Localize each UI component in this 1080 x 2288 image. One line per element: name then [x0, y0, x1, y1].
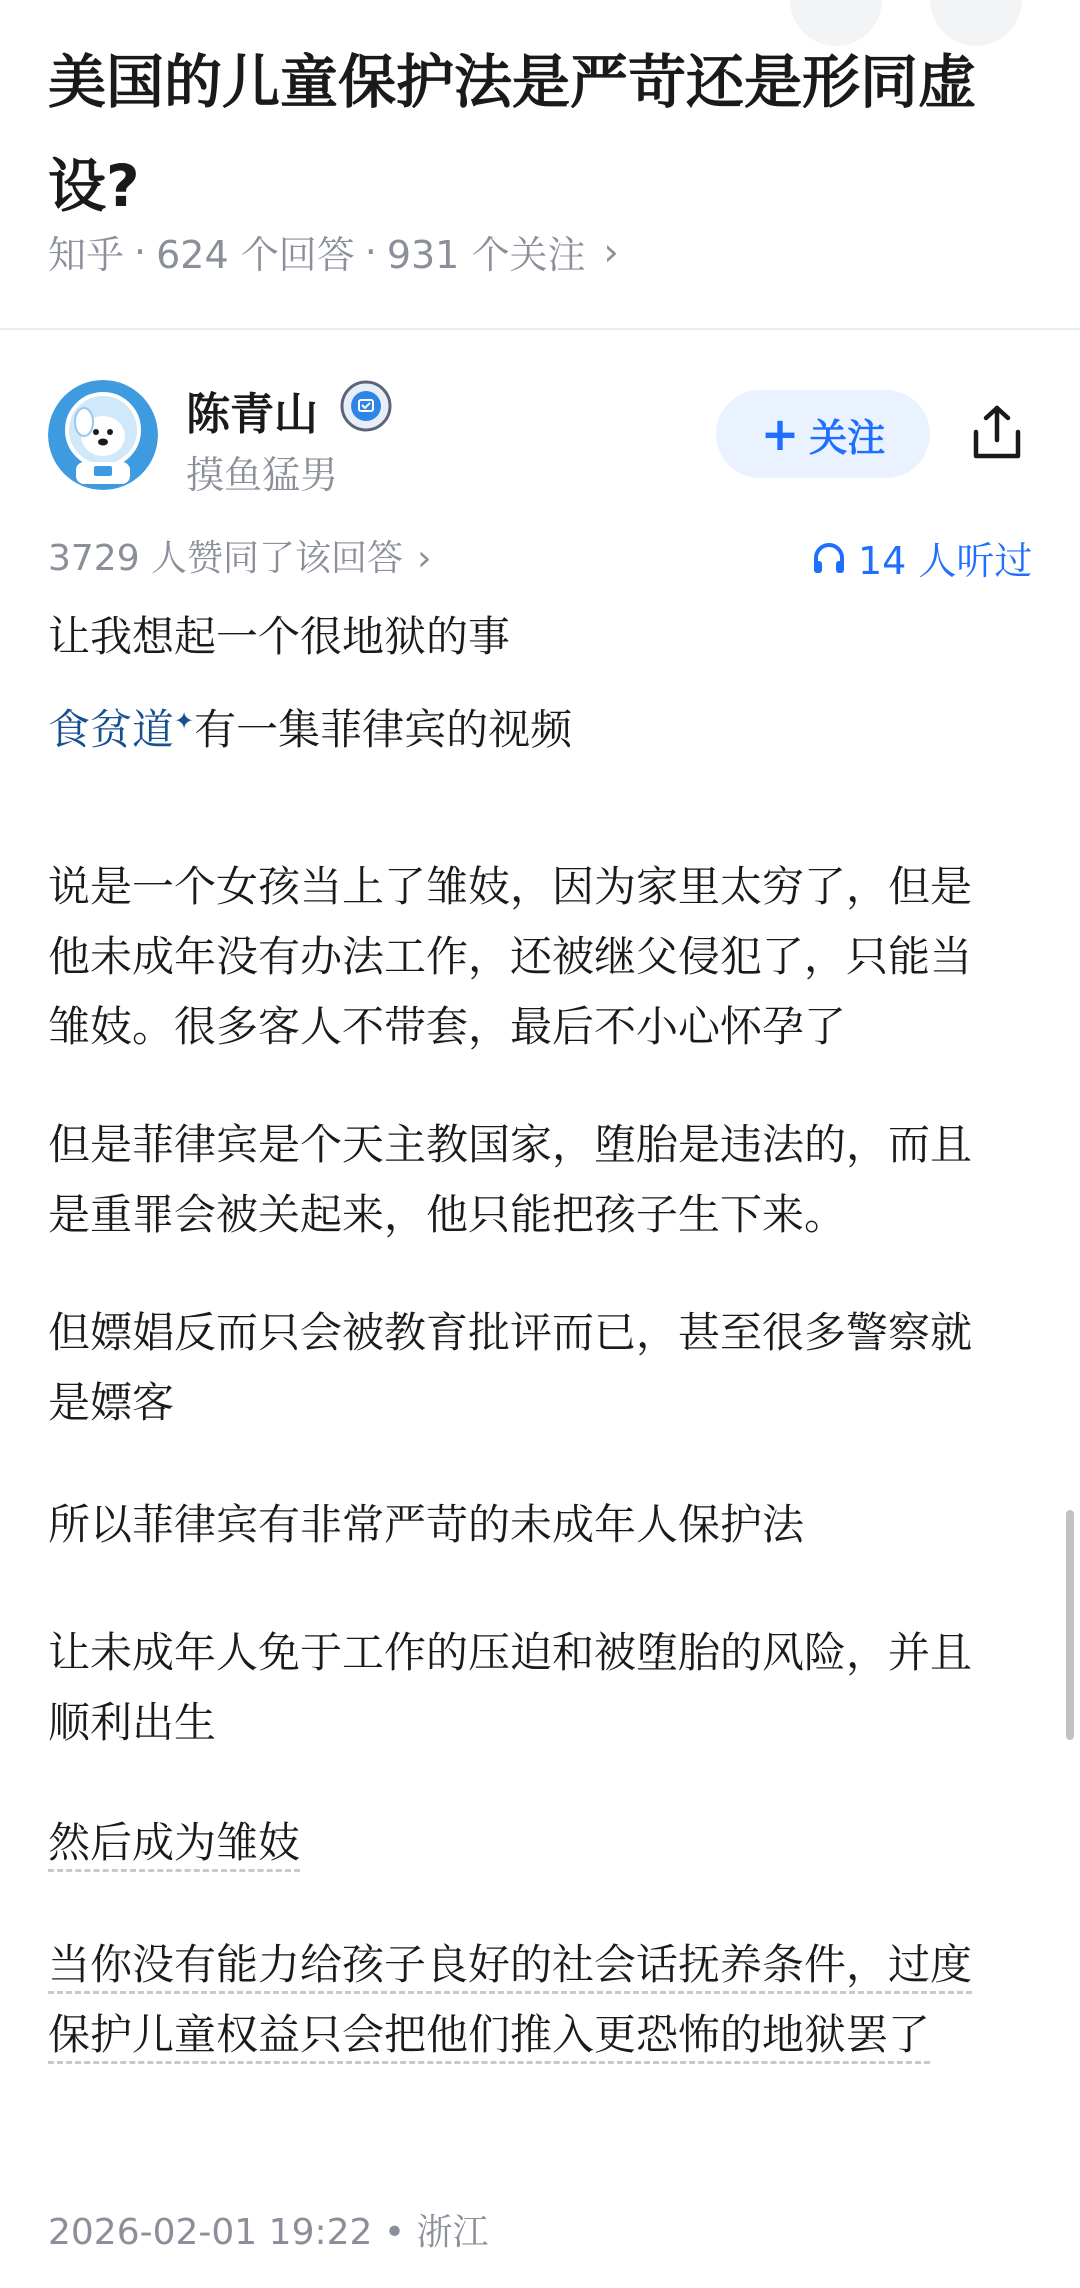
follow-button[interactable]	[716, 390, 930, 478]
answer-paragraph: 但嫖娼反而只会被教育批评而已，甚至很多警察就是嫖客	[48, 1308, 973, 1427]
author-bio: 摸鱼猛男	[186, 453, 339, 497]
agree-count: 3729 人赞同了该回答	[48, 538, 404, 579]
footer-separator: •	[383, 2212, 406, 2253]
follow-label: 关注	[809, 415, 886, 460]
search-link[interactable]	[48, 705, 194, 754]
share-icon[interactable]	[966, 402, 1028, 464]
author-avatar[interactable]	[48, 380, 158, 490]
answer-paragraph	[48, 1930, 1008, 2070]
answer-paragraph: 让未成年人免于工作的压迫和被堕胎的风险，并且顺利出生	[48, 1628, 973, 1747]
headphones-icon	[810, 539, 848, 577]
plus-icon: +	[760, 407, 800, 461]
answer-paragraph	[48, 1808, 1008, 1878]
question-title[interactable]: 美国的儿童保护法是严苛还是形同虚设?	[48, 48, 977, 220]
header-divider	[0, 328, 1080, 330]
listened-count: 14 人听过	[858, 539, 1033, 583]
answers-count: 624 个回答	[156, 233, 355, 277]
answer-location: 浙江	[416, 2212, 489, 2253]
answer-timestamp: 2026-02-01 19:22	[48, 2212, 373, 2253]
sparkle-icon: ✦	[174, 707, 195, 735]
search-link-text: 食贫道	[48, 705, 175, 754]
verified-badge-icon	[340, 380, 392, 432]
answer-paragraph: 但是菲律宾是个天主教国家，堕胎是违法的，而且是重罪会被关起来，他只能把孩子生下来。	[48, 1120, 973, 1239]
followers-count: 931 个关注	[386, 233, 586, 277]
highlighted-text[interactable]: 当你没有能力给孩子良好的社会话抚养条件，过度保护儿童权益只会把他们推入更恐怖的地狱罢了	[48, 1940, 972, 2064]
chevron-right-icon: ›	[603, 229, 619, 274]
meta-separator: ·	[134, 229, 147, 274]
answer-paragraph	[48, 686, 1008, 765]
scrollbar[interactable]	[1066, 1510, 1074, 1740]
paragraph-text: 有一集菲律宾的视频	[194, 705, 573, 754]
listen-button[interactable]	[810, 530, 1032, 585]
answer-paragraph: 让我想起一个很地狱的事	[48, 612, 511, 661]
author-name[interactable]: 陈青山	[186, 389, 318, 440]
answer-paragraph: 所以菲律宾有非常严苛的未成年人保护法	[48, 1500, 805, 1549]
answer-footer	[48, 2204, 489, 2255]
meta-separator: ·	[364, 229, 377, 274]
source-label: 知乎	[48, 233, 125, 277]
agree-count-link[interactable]	[48, 530, 431, 581]
question-meta[interactable]	[48, 224, 619, 279]
chevron-right-icon: ›	[417, 538, 432, 579]
answer-paragraph: 说是一个女孩当上了雏妓，因为家里太穷了，但是他未成年没有办法工作，还被继父侵犯了，只能当雏妓。很多客人不带套，最后不小心怀孕了	[48, 862, 973, 1051]
highlighted-text[interactable]: 然后成为雏妓	[48, 1818, 300, 1872]
